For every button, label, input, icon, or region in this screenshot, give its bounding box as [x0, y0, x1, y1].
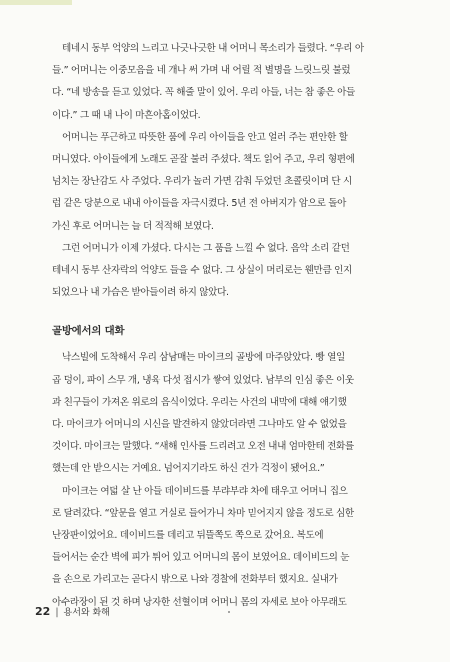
- paragraph: [52, 238, 398, 305]
- page-body: [52, 38, 398, 614]
- paragraph-group-a: [52, 38, 398, 304]
- text-line: 했는데 안 받으시는 거예요. 넘어지기라도 하신 건가 걱정이 됐어요.”: [52, 463, 325, 475]
- text-line: 테네시 동부 산자락의 억양도 들을 수 없다. 그 상실이 머리로는 웬만큼 인지: [52, 265, 352, 277]
- text-line: 머니였다. 아이들에게 노래도 곧잘 불러 주셨다. 책도 읽어 주고, 우리 형편에: [52, 154, 355, 166]
- text-line: 어머니는 푸근하고 따뜻한 품에 우리 아이들을 안고 얼러 주는 편안한 할: [62, 131, 348, 143]
- text-line: 이다.” 그 때 내 나이 마흔아홉이었다.: [52, 109, 201, 121]
- text-line: 들.” 어머니는 이중모음을 네 개나 써 가며 내 어릴 적 별명을 느릿느릿 불렀: [52, 65, 351, 77]
- text-line: 낙스빌에 도착해서 우리 삼남매는 마이크의 골방에 마주앉았다. 빵 열일: [62, 352, 345, 364]
- text-line: 되었으나 내 가슴은 받아들이려 하지 않았다.: [52, 287, 229, 299]
- page-footer: [35, 605, 110, 620]
- print-speck: [228, 611, 230, 613]
- text-line: 난장판이었어요. 데이비드를 데리고 뒤뜰쪽도 쪽으로 갔어요. 복도에: [52, 530, 324, 542]
- text-line: 것이다. 마이크는 말했다. “새해 인사를 드리려고 오전 내내 엄마한테 전화를: [52, 441, 354, 453]
- paragraph: [52, 481, 398, 614]
- text-line: 럽 같은 당분으로 내내 아이들을 자극시켰다. 5년 전 아버지가 암으로 돌아: [52, 198, 347, 210]
- paragraph: [52, 38, 398, 127]
- page-number: 22: [35, 605, 51, 618]
- text-line: 을 손으로 가리고는 곧다시 밖으로 나와 경찰에 전화부터 했지요. 실내가: [52, 574, 338, 586]
- text-line: 마이크는 여덟 살 난 아들 데이비드를 부랴부랴 차에 태우고 어머니 집으: [62, 485, 348, 497]
- text-line: 곱 덩이, 파이 스무 개, 냉육 다섯 접시가 쌓여 있었다. 남부의 인심 좋은 이웃: [52, 374, 354, 386]
- text-line: 들어서는 순간 벽에 피가 튀어 있고 어머니의 몸이 보였어요. 데이비드의 눈: [52, 552, 350, 564]
- text-line: 가신 후로 어머니는 늘 더 적적해 보였다.: [52, 220, 214, 232]
- running-title: 용서와 화해: [63, 608, 110, 618]
- text-line: 과 친구들이 가져온 위로의 음식이었다. 우리는 사건의 내막에 대해 얘기했: [52, 396, 347, 408]
- text-line: 다. 마이크가 어머니의 시신을 발견하지 않았더라면 그나마도 알 수 없었을: [52, 419, 347, 431]
- section-heading: 골방에서의 대화: [52, 325, 125, 338]
- paragraph: [52, 347, 398, 480]
- text-line: 넘치는 장난감도 사 주었다. 우리가 놀러 가면 감춰 두었던 초콜릿이며 단 시: [52, 176, 352, 188]
- text-line: 로 달려갔다. “앞문을 열고 거실로 들어가니 차마 믿어지지 않을 정도로 심한: [52, 507, 354, 519]
- text-line: 다. “네 방송을 듣고 있었다. 꼭 해줄 말이 있어. 우리 아들, 너는 참 좋은 아들: [52, 87, 355, 99]
- text-line: 아수라장이 된 것 하며 낭자한 선혈이며 어머니 몸의 자세로 보아 아무래도: [52, 596, 347, 608]
- text-line: 그런 어머니가 이제 가셨다. 다시는 그 품을 느낄 수 없다. 음악 소리 같던: [62, 242, 350, 254]
- paragraph: [52, 127, 398, 238]
- text-line: 테네시 동부 억양의 느리고 나긋나긋한 내 어머니 목소리가 들렸다. “우리 아: [62, 43, 364, 54]
- paragraph-group-b: [52, 347, 398, 613]
- footer-separator: |: [55, 607, 59, 618]
- top-edge-mark: [0, 0, 72, 5]
